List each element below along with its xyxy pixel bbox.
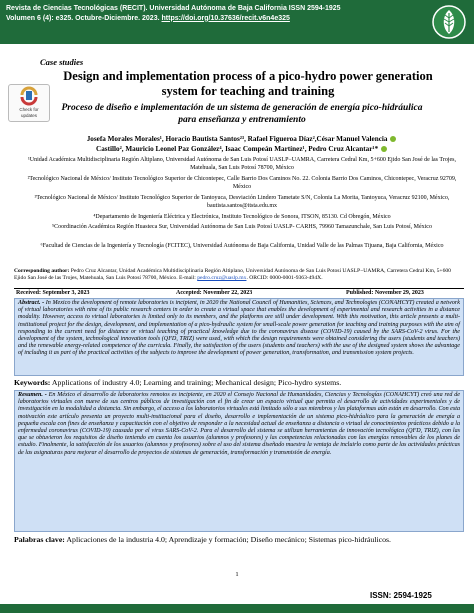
keywords: Keywords: Applications of industry 4.0; Learning and training; Mechanical design; Pico-hydro systems. <box>14 378 342 387</box>
author-email-link[interactable]: pedro.cruz@uaslp.mx <box>197 275 247 281</box>
affiliation-3: ³Tecnológico Nacional de México/ Instituto Tecnológico Superior de Tantoyuca, Desviación Lindero Tametate S/N, Colonia La Morita, Tantoyuca, Veracruz 92100, México, bautista.santos@itsta.edu.mx <box>34 195 450 209</box>
doi-link[interactable]: https://doi.org/10.37636/recit.v6n4e325 <box>161 14 290 22</box>
affiliation-1: ¹Unidad Académica Multidisciplinaria Región Altiplano, Universidad Autónoma de San Luis Potosí UASLP−UAMRA, Carretera Cedral Km, 5+600 Ejido San José de las Trojes, Matehuala, San Luis Potosí 78700, México <box>27 157 457 171</box>
footer-band <box>0 604 474 613</box>
footer-issn: ISSN: 2594-1925 <box>370 591 432 600</box>
section-label: Case studies <box>40 57 84 67</box>
orcid-icon[interactable] <box>390 136 396 142</box>
page-number: 1 <box>235 571 239 578</box>
journal-logo-icon <box>430 4 468 40</box>
affiliation-2: ²Tecnológico Nacional de México/ Instituto Tecnológico Superior de Chicontepec, Calle Barrio Dos Caminos No. 22. Colonia Barrio Dos Caminos, Chicontepec, Veracruz 92709, México <box>27 176 457 190</box>
journal-line-2: Volumen 6 (4): e325. Octubre-Diciembre. 2023. https://doi.org/10.37636/recit.v6n4e325 <box>6 14 290 22</box>
authors-line-2: Castillo², Mauricio Leonel Paz González⁴, Isaac Compeán Martínez¹, Pedro Cruz Alcantar¹* <box>22 144 462 154</box>
orcid-icon[interactable] <box>381 146 387 152</box>
affiliation-6: ⁶Facultad de Ciencias de la Ingeniería y Tecnología (FCITEC), Universidad Autónoma de Baja California, Unidad Valle de las Palmas Tijuana, Baja California, México <box>40 243 444 249</box>
palabras-clave: Palabras clave: Aplicaciones de la industria 4.0; Aprendizaje y formación; Diseño mecánico; Sistemas pico-hidráulicos. <box>14 535 391 544</box>
author-list <box>22 134 462 154</box>
received-date: Received: September 3, 2023 <box>16 290 90 296</box>
title-spanish: Proceso de diseño e implementación de un sistema de generación de energía pico-hidráulica para enseñanza y entrenamiento <box>61 103 423 125</box>
check-updates-icon <box>9 85 49 107</box>
title-english: Design and implementation process of a pico-hydro power generation system for teaching and training <box>63 69 433 98</box>
published-date: Published: November 29, 2023 <box>346 290 424 296</box>
corresponding-author: Corresponding author: Pedro Cruz Alcantar, Unidad Académica Multidisciplinaria Región Altiplano, Universidad Autónoma de San Luis Potosí UASLP−UAMRA, Carretera Cedral Km, 5+600 Ejido San José de las Trojes, Matehuala, San Luis Potosí 78700, México. E-mail: pedro.cruz@uaslp.mx. ORCID: 0000-0001-9363-494X. <box>14 268 451 281</box>
resumen-label: Resumen. - <box>18 392 47 398</box>
abstract-box <box>14 298 464 376</box>
affiliation-4: ⁴Departamento de Ingeniería Eléctrica y Electrónica, Instituto Tecnológico de Sonora, ITSON, 85130. Cd Obregón, México <box>93 214 391 220</box>
check-updates-label: Check for updates <box>19 107 39 118</box>
publication-dates <box>14 288 464 298</box>
abstract-text: In Mexico the development of remote laboratories is incipient, in 2020 the National Council of Humanities, Sciences, and Technologies (CONAHCYT) created a network of virtual laboratories with nine of its public research centers in order to create a virtual space that enables the development of experimental and research activities in a distance modality. However, access to virtual laboratories is limited only to its members, and the platforms are still under development. With this motivation, this article presents a multi-institutional project for the design, development, and implementation of a pico-hydraulic system for small-scale power generation for teaching and training purposes with the aim of responding to the current need for distance or virtual teaching of practical knowledge due to the coronavirus disease (COVID-19) caused by the SARS-CoV-2 virus. For the development of the system, technological innovation tools (QFD, TRIZ) were used, with which the design requirements were obtained considering the users (students and teachers) and the renewable energy-related competence of the curricula. Finally, the satisfaction of the users (students and teachers) with the use of the designed system shows the advantage of including it as part of the practical activities of the subjects to improve the development of power generation, transformation, and transmission system projects. <box>18 300 460 357</box>
resumen-box <box>14 390 464 532</box>
abstract-label: Abstract. - <box>18 300 45 306</box>
resumen-text: En México el desarrollo de laboratorios remotos es incipiente, en 2020 el Consejo Nacional de Humanidades, Ciencias y Tecnologías (CONAHCYT) creó una red de laboratorios virtuales con nueve de sus centros públicos de investigación con el fin de crear un espacio virtual que permita el desarrollo de actividades experimentales y de investigación en la modalidad a distancia. Sin embargo, el acceso a los laboratorios virtuales está limitado sólo a sus miembros y las plataformas aún están en desarrollo. Con esta motivación este artículo presenta un proyecto multi-institucional para el diseño, desarrollo e implementación de un sistema pico-hidráulico para la generación de energía a pequeña escala con fines de enseñanza y capacitación con el objetivo de responder a la necesidad actual de enseñanza a distancia o virtual de conocimientos prácticos debido a la enfermedad coronavirus (COVID-19) causada por el virus SARS-CoV-2. Para el desarrollo del sistema se utilizan herramientas de innovación tecnológica (QFD, TRIZ), con las que se obtuvieron los requisitos de diseño teniendo en cuenta los usuarios (alumnos y profesores) y las competencias relacionadas con las energías renovables de los planes de estudio. Finalmente, la satisfacción de los usuarios (alumnos y profesores) sobre el uso del sistema diseñado muestra la ventaja de incluirlo como parte de las actividades prácticas de las asignaturas para mejorar el desarrollo de proyectos de sistemas de generación, transformación y transmisión de energía. <box>18 392 460 456</box>
accepted-date: Accepted: November 22, 2023 <box>176 290 253 296</box>
journal-line-1: Revista de Ciencias Tecnológicas (RECIT). Universidad Autónoma de Baja California ISSN 2594-1925 <box>6 5 341 12</box>
journal-header <box>6 4 406 23</box>
check-for-updates-badge[interactable] <box>8 84 50 122</box>
authors-line-1: Josefa Morales Morales¹, Horacio Bautista Santos²³, Rafael Figueroa Díaz²,César Manuel Valencia <box>22 134 462 144</box>
affiliation-5: ⁵Coordinación Académica Región Huasteca Sur, Universidad Autónoma de San Luis Potosí UASLP- CARHS, 79960 Tamazunchale, San Luis Potosí, México <box>52 224 432 230</box>
